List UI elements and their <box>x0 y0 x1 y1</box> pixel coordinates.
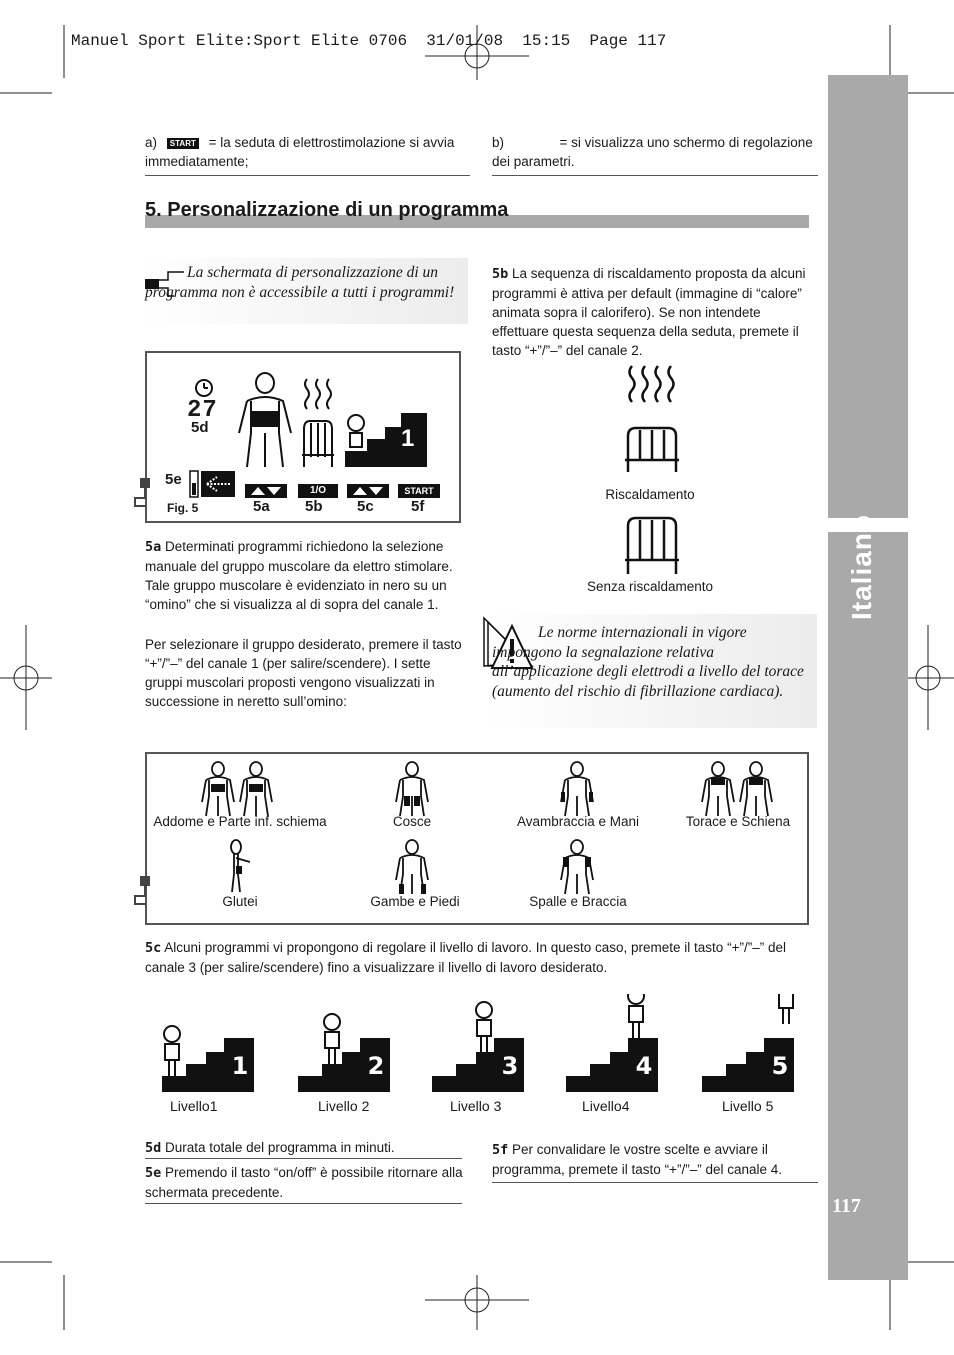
warning-text: Le norme internazionali in vigore impongono la segnalazione relativa all’applicazione degli elettrodi a livello del torace (aumento del rischio di fibrillazione cardiaca). <box>492 624 804 700</box>
level-digit: 5 <box>771 1052 789 1080</box>
timer-value: 27 <box>187 397 218 424</box>
muscle-label-spalle: Spalle e Braccia <box>529 894 627 909</box>
para-5e-text: Premendo il tasto “on/off” è possibile ritornare alla schermata precedente. <box>145 1165 463 1200</box>
tag-5a: 5a <box>145 539 162 555</box>
para-5f-text: Per convalidare le vostre scelte e avviare il programma, premete il tasto “+”/”–” del canale 4. <box>492 1142 782 1177</box>
muscle-label-glutei: Glutei <box>222 894 258 909</box>
print-header: Manuel Sport Elite:Sport Elite 0706 31/01/08 15:15 Page 117 <box>71 32 667 50</box>
label-heating: Riscaldamento <box>605 487 695 502</box>
label-5a: 5a <box>253 498 270 515</box>
level-2-icon <box>298 994 390 1094</box>
tag-5f: 5f <box>492 1142 509 1158</box>
para-5d <box>145 1138 463 1158</box>
btn-5f-icon: START <box>398 484 440 498</box>
section-title: 5. Personalizzazione di un programma <box>145 199 509 221</box>
person-figure-icon <box>628 994 644 1038</box>
option-b-prefix: b) <box>492 135 505 150</box>
level-digit: 1 <box>231 1052 249 1080</box>
muscle-label-gambe: Gambe e Piedi <box>370 894 460 909</box>
muscle-label-torace: Torace e Schiena <box>685 814 791 829</box>
level-1-icon <box>162 994 254 1094</box>
person-figure-icon <box>778 994 794 1024</box>
btn-5b-icon: 1/O <box>298 484 338 498</box>
para-5a-text: Determinati programmi richiedono la selezione manuale del gruppo muscolare da elettro stimolare. Tale gruppo muscolare è evidenziato in nero su un “omino” che si visualizza al di sopra del canale 1. <box>145 539 453 612</box>
level-digit: 1 <box>401 425 415 452</box>
level-label-5: Livello 5 <box>722 1098 774 1114</box>
fig-label: Fig. 5 <box>167 501 199 515</box>
tag-5d: 5d <box>145 1140 162 1156</box>
muscle-label-cosce: Cosce <box>392 814 432 829</box>
level-4-icon <box>566 994 658 1094</box>
person-figure-icon <box>324 1014 340 1064</box>
label-5d: 5d <box>191 419 209 436</box>
level-label-1: Livello1 <box>170 1098 218 1114</box>
para-5c-text: Alcuni programmi vi propongono di regolare il livello di lavoro. In questo caso, premete il tasto “+”/”–” del canale 3 (per salire/scendere) fino a visualizzare il livello di lavoro desiderato. <box>145 940 786 975</box>
language-label: Italiano <box>846 513 877 620</box>
para-5e <box>145 1163 463 1202</box>
level-digit: 2 <box>367 1052 385 1080</box>
level-5-icon <box>702 994 794 1094</box>
level-label-3: Livello 3 <box>450 1098 502 1114</box>
label-5e: 5e <box>165 471 182 488</box>
tag-5c: 5c <box>145 940 162 956</box>
option-b-text: = si visualizza uno schermo di regolazione dei parametri. <box>492 135 813 169</box>
person-figure-icon <box>164 1026 180 1076</box>
label-5f: 5f <box>411 498 425 515</box>
note-text: La schermata di personalizzazione di un programma non è accessibile a tutti i programmi! <box>145 264 455 301</box>
person-figure-icon <box>476 1002 492 1052</box>
para-5a-text2: Per selezionare il gruppo desiderato, premere il tasto “+”/”–” del canale 1 (per salire/scendere). I sette gruppi muscolari proposti vengono visualizzati in successione in neretto sull’omino: <box>145 637 462 709</box>
level-digit: 4 <box>635 1052 653 1080</box>
label-5b: 5b <box>305 498 323 515</box>
label-no-heating: Senza riscaldamento <box>586 579 714 594</box>
start-icon: START <box>167 138 199 149</box>
para-5d-text: Durata totale del programma in minuti. <box>165 1140 395 1155</box>
tag-5e: 5e <box>145 1165 162 1181</box>
level-digit: 3 <box>501 1052 519 1080</box>
para-5b-text: La sequenza di riscaldamento proposta da alcuni programmi è attiva per default (immagine di “calore” animata sopra il calorifero). Se non intendete effettuare questa sequenza della seduta, premete il tasto “+”/”–” del canale 2. <box>492 266 806 358</box>
para-5c <box>145 938 805 977</box>
level-3-icon <box>432 994 524 1094</box>
option-a-text: = la seduta di elettrostimolazione si avvia immediatamente; <box>145 135 455 169</box>
label-5c: 5c <box>357 498 374 515</box>
muscle-label-addome: Addome e Parte inf. schiema <box>153 814 327 829</box>
option-a-prefix: a) <box>145 135 158 150</box>
page-number: 117 <box>832 1195 861 1217</box>
tag-5b: 5b <box>492 266 509 282</box>
level-label-2: Livello 2 <box>318 1098 370 1114</box>
level-label-4: Livello4 <box>582 1098 630 1114</box>
muscle-label-avambraccia: Avambraccia e Mani <box>516 814 640 829</box>
para-5f <box>492 1140 812 1179</box>
